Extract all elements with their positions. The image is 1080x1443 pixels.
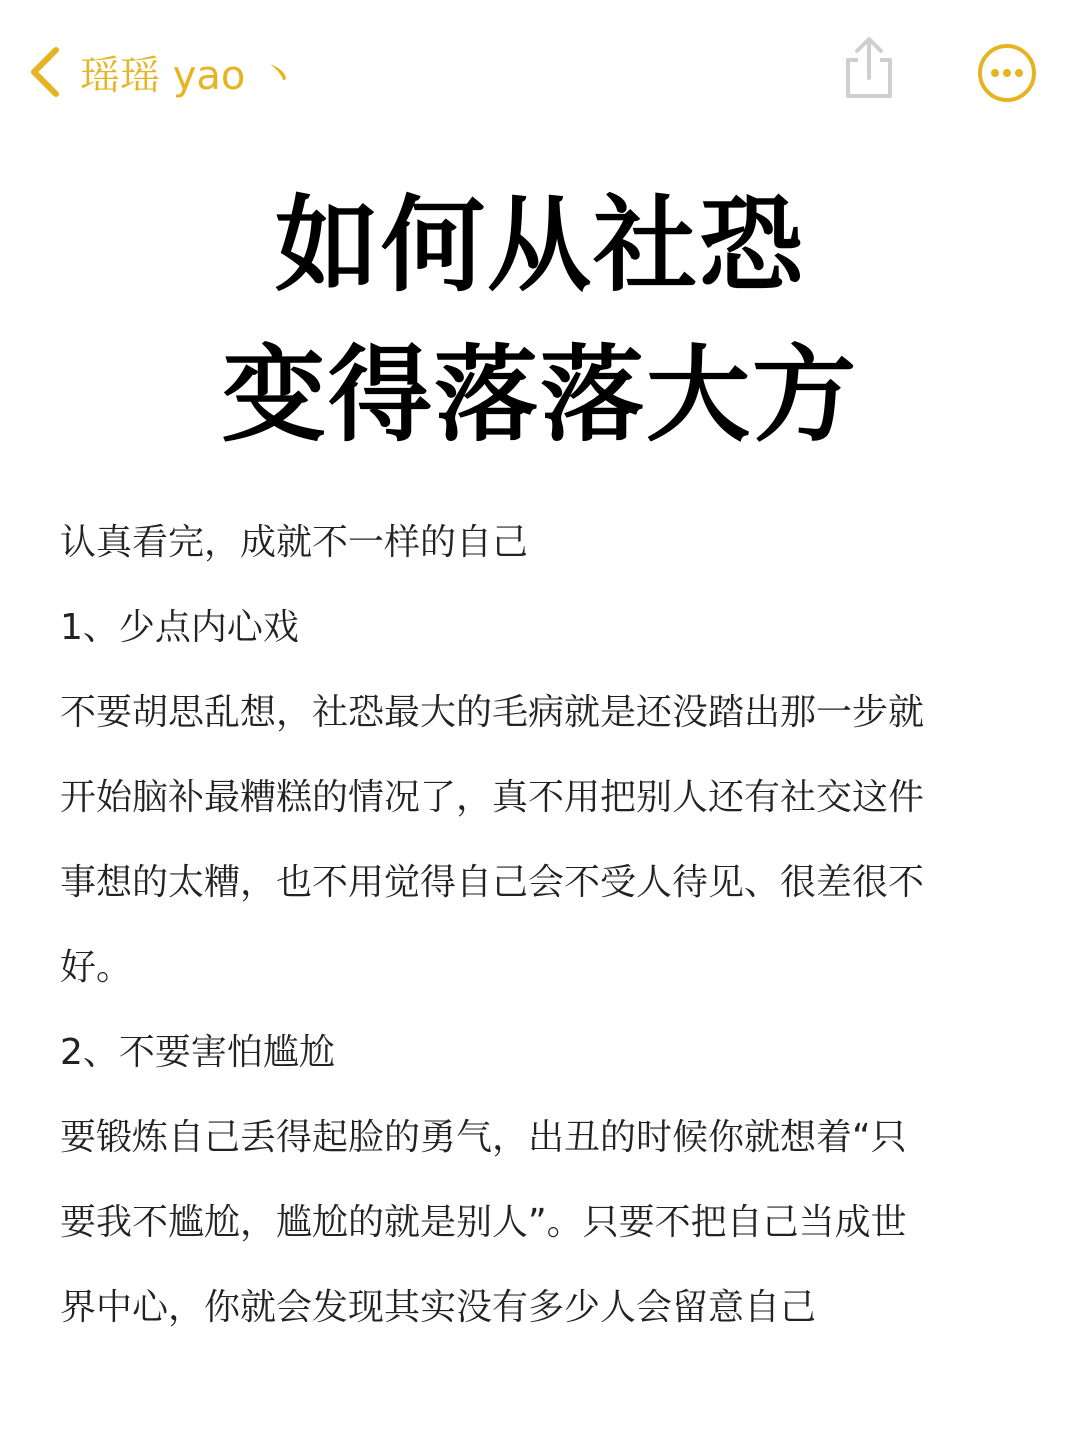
chevron-left-icon [28,46,62,98]
paragraph-line: 开始脑补最糟糕的情况了，真不用把别人还有社交这件 [60,777,925,818]
intro-text: 认真看完，成就不一样的自己 [60,522,529,563]
more-button[interactable] [976,42,1038,104]
share-button[interactable] [840,34,898,100]
back-button[interactable] [28,40,298,104]
paragraph-line: 不要胡思乱想，社恐最大的毛病就是还没踏出那一步就 [60,692,925,733]
article-body [60,500,1020,1350]
title-line-1: 如何从社恐 [274,184,805,306]
paragraph-line: 界中心，你就会发现其实没有多少人会留意自己 [60,1287,817,1328]
section-heading-2: 2、不要害怕尴尬 [60,1032,335,1073]
paragraph-line: 事想的太糟，也不用觉得自己会不受人待见、很差很不 [60,862,925,903]
more-icon [976,42,1038,104]
author-name: 瑶瑶 yao 丶 [80,52,299,99]
paragraph-line: 好。 [60,947,133,988]
paragraph-line: 要我不尴尬，尴尬的就是别人”。只要不把自己当成世 [60,1202,907,1243]
top-bar [0,0,1080,140]
title-line-2: 变得落落大方 [221,334,858,456]
share-icon [840,34,898,100]
section-heading-1: 1、少点内心戏 [60,607,299,648]
paragraph-line: 要锻炼自己丢得起脸的勇气，出丑的时候你就想着“只 [60,1117,907,1158]
page-title [0,170,1080,470]
